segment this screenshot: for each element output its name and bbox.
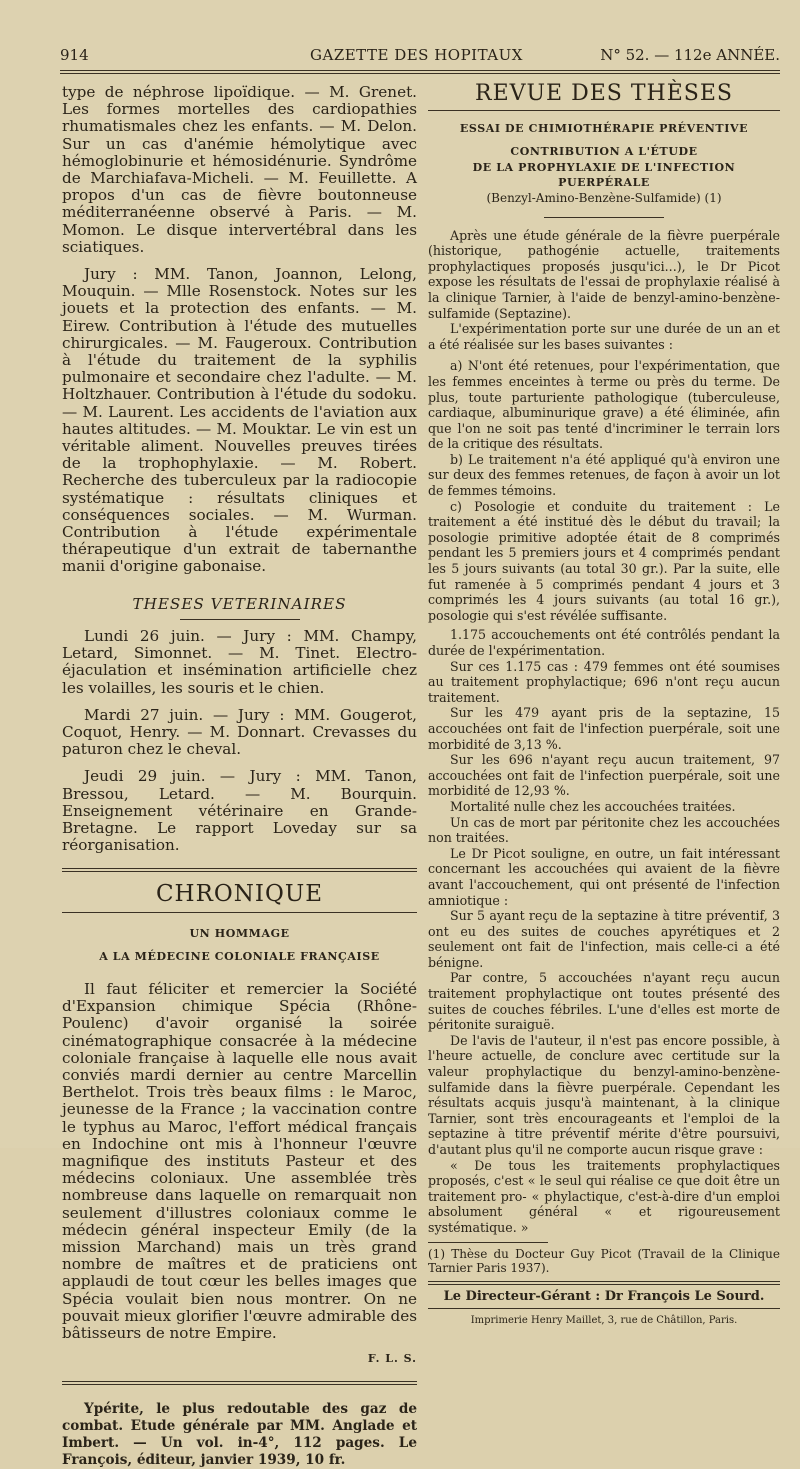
book-notice: Ypérite, le plus redoutable des gaz de combat. Etude générale par MM. Anglade et Imbert. — Un vol. in-4°, 112 pages. Le François, éditeur, janvier 1939, 10 fr. [62, 1401, 417, 1469]
thesis-subtitle-2: CONTRIBUTION A L'ÉTUDE [510, 145, 698, 159]
right-paragraph-10: Mortalité nulle chez les accouchées traitées. [450, 798, 736, 814]
right-paragraph-11: Un cas de mort par péritonite chez les accouchées non traitées. [428, 814, 780, 846]
thesis-subtitle-1: ESSAI DE CHIMIOTHÉRAPIE PRÉVENTIVE [459, 121, 749, 135]
right-paragraph-9: Sur les 696 n'ayant reçu aucun traitement, 97 accouchées ont fait de l'infection puerpérale, soit une morbidité de 12,93 %. [428, 752, 780, 799]
right-paragraph-5: c) Posologie et conduite du traitement : Le traitement a été institué dès le début du travail; la posologie primitive adoptée était de 8 comprimés pendant les 5 premiers jours et 4 comprimés pendant les 5 jours suivants (au total 30 gr.). Par la suite, elle fut ramenée à 5 comprimés pendant 4 jours et 3 comprimés les 4 jours suivants (au total 16 gr.), posologie qui s'est révélée suffisante. [428, 498, 780, 623]
right-paragraph-15: De l'avis de l'auteur, il n'est pas encore possible, à l'heure actuelle, de conclure avec certitude sur la valeur prophylactique du benzyl-amino-benzène-sulfamide dans la fièvre puerpérale. Cependant les résultats acquis jusqu'à maintenant, à la clinique Tarnier, sont très encourageants et l'emploi de la septazine à titre préventif mérite d'être poursuivi, d'autant plus qu'il ne comporte aucun risque grave : [428, 1032, 780, 1157]
left-paragraph-4: Mardi 27 juin. — Jury : MM. Gougerot, Coquot, Henry. — M. Donnart. Crevasses du paturon chez le cheval. [62, 705, 417, 759]
left-paragraph-2: Jury : MM. Tanon, Joannon, Lelong, Mouquin. — Mlle Rosenstock. Notes sur les jouets et la protection des enfants. — M. Eirew. Contribution à l'étude des mutuelles chirurgicales. — M. Faugeroux. Contribution à l'étude du traitement de la syphilis pulmonaire et secondaire chez l'adulte. — M. Holtzhauer. Contribution à l'étude du sodoku. — M. Laurent. Les accidents de l'aviation aux hautes altitudes. — M. Mouktar. Le vin est un véritable aliment. Nouvelles preuves tirées de la trophophylaxie. — M. Robert. Recherche des tuberculeux par la radiocopie systématique : résultats cliniques et conséquences sociales. — M. Wurman. Contribution à l'étude expérimentale thérapeutique d'un extrait de tabernanthe manii d'origine gabonaise. [62, 265, 417, 576]
right-paragraph-1: Après une étude générale de la fièvre puerpérale (historique, pathogénie actuelle, traitements prophylactiques proposés jusqu'ici...), le Dr Picot expose les résultats de l'essai de prophylaxie réalisé à la clinique Tarnier, à l'aide de benzyl-amino-benzène-sulfamide (Septazine). [428, 227, 780, 321]
right-paragraph-12: Le Dr Picot souligne, en outre, un fait intéressant concernant les accouchées qui avaient de la fièvre avant l'accouchement, qui ont présenté de l'infection amniotique : [428, 845, 780, 908]
right-paragraph-3: a) N'ont été retenues, pour l'expérimentation, que les femmes enceintes à terme ou près du terme. De plus, toute parturiente pathologique (tuberculeuse, cardiaque, albuminurique grave) a été éliminée, afin que l'on ne soit pas tenté d'incriminer le terrain lors de la critique des résultats. [428, 358, 780, 452]
left-paragraph-3: Lundi 26 juin. — Jury : MM. Champy, Letard, Simonnet. — M. Tinet. Electro-éjaculation et insémination artificielle chez les volailles, les souris et le chien. [62, 626, 417, 697]
right-paragraph-13: Sur 5 ayant reçu de la septazine à titre préventif, 3 ont eu des suites de couches apyrétiques et 2 seulement ont fait de l'infection, mais celle-ci a été bénigne. [428, 908, 780, 970]
page-number: 914 [60, 46, 89, 64]
revue-des-theses-title: REVUE DES THÈSES [475, 81, 733, 106]
left-paragraph-1: type de néphrose lipoïdique. — M. Grenet. Les formes mortelles des cardiopathies rhumatismales chez les enfants. — M. Delon. Sur un cas d'anémie hémolytique avec hémoglobinurie et hémosidénurie. Syndrôme de Marchiafava-Micheli. — M. Feuillette. A propos d'un cas de fièvre boutonneuse méditerranéenne observé à Paris. — M. Momon. Le disque intervertébral dans les sciatiques. [62, 83, 417, 256]
chronique-title: CHRONIQUE [155, 881, 324, 908]
thesis-subtitle-4: (Benzyl-Amino-Benzène-Sulfamide) (1) [486, 190, 722, 205]
director-rule [428, 1308, 780, 1309]
footnote: (1) Thèse du Docteur Guy Picot (Travail de la Clinique Tarnier Paris 1937). [428, 1246, 780, 1275]
right-paragraph-7: Sur ces 1.175 cas : 479 femmes ont été soumises au traitement prophylactique; 696 n'ont reçu aucun traitement. [428, 658, 780, 705]
theses-veterinaires-title: THESES VETERINAIRES [132, 594, 347, 613]
left-column [62, 84, 417, 1469]
hommage-line-1: UN HOMMAGE [189, 926, 290, 940]
right-column [428, 81, 780, 1329]
page-header [60, 44, 780, 66]
chronique-paragraph: Il faut féliciter et remercier la Société d'Expansion chimique Spécia (Rhône-Poulenc) d'avoir organisé la soirée cinématographique consacrée à la médecine coloniale française à laquelle elle nous avait conviés mardi dernier au centre Marcellin Berthelot. Trois très beaux films : le Maroc, jeunesse de la France ; la vaccination contre le typhus au Maroc, l'effort médical français en Indochine ont mis à l'honneur l'œuvre magnifique des instituts Pasteur et des médecins coloniaux. Une assemblée très nombreuse dans laquelle on remarquait non seulement d'illustres coloniaux comme le médecin général inspecteur Emily (de la mission Marchand) mais un très grand nombre de maîtres et de praticiens ont applaudi de tout cœur les belles images que Spécia voulait bien nous montrer. On ne pouvait mieux glorifier l'œuvre admirable des bâtisseurs de notre Empire. [62, 979, 417, 1342]
right-paragraph-6: 1.175 accouchements ont été contrôlés pendant la durée de l'expérimentation. [428, 627, 780, 658]
printer-line: Imprimerie Henry Maillet, 3, rue de Châtillon, Paris. [470, 1315, 738, 1327]
issue-label: N° 52. — 112e ANNÉE. [600, 46, 780, 64]
right-paragraph-4: b) Le traitement n'a été appliqué qu'à environ une sur deux des femmes retenues, de façon à avoir un lot de femmes témoins. [428, 451, 780, 499]
chronique-signature: F. L. S. [367, 1352, 417, 1366]
director-line: Le Directeur-Gérant : Dr François Le Sourd. [443, 1288, 765, 1304]
right-paragraph-2: L'expérimentation porte sur une durée de un an et a été réalisée sur les bases suivantes : [428, 321, 780, 352]
header-rule-2 [60, 73, 780, 74]
right-paragraph-14: Par contre, 5 accouchées n'ayant reçu aucun traitement prophylactique ont toutes présenté des suites de couches fébriles. L'une d'elles est morte de péritonite suraiguë. [428, 970, 780, 1033]
journal-title: GAZETTE DES HOPITAUX [310, 46, 523, 64]
header-rule [60, 70, 780, 71]
hommage-line-2: A LA MÉDECINE COLONIALE FRANÇAISE [99, 949, 380, 963]
right-paragraph-16: « De tous les traitements prophylactiques proposés, c'est « le seul qui réalise ce que doit être un traitement pro- « phylactique, c'est-à-dire d'un emploi absolument général « et rigoureusement systématique. » [428, 1157, 780, 1235]
thesis-subtitle-3: DE LA PROPHYLAXIE DE L'INFECTION PUERPÉRALE [472, 160, 736, 190]
right-paragraph-8: Sur les 479 ayant pris de la septazine, 15 accouchées ont fait de l'infection puerpérale, soit une morbidité de 3,13 %. [428, 705, 780, 752]
left-paragraph-5: Jeudi 29 juin. — Jury : MM. Tanon, Bressou, Letard. — M. Bourquin. Enseignement vétérinaire en Grande-Bretagne. Le rapport Loveday sur sa réorganisation. [62, 767, 417, 855]
